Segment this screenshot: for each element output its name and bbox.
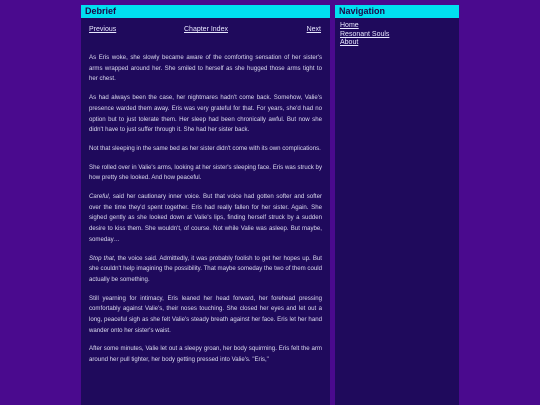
paragraph-text: She rolled over in Valie's arms, looking at her sister's sleeping face. Eris was struck by how pretty she looked. And how peaceful. [89,163,322,182]
sidebar-header-title: Navigation [335,5,459,18]
paragraph-emphasis: Careful, [89,193,111,201]
chapter-index-link[interactable]: Chapter Index [184,26,228,33]
sidebar-panel [335,5,459,405]
paragraph-text: the voice said. Admittedly, it was probably foolish to get her hopes up. But she couldn't help imagining the possibility. That maybe someday the two of them could actually be something. [89,254,322,283]
paragraph-emphasis: Stop that, [89,254,116,262]
paragraph-5 [89,192,322,246]
paragraph-3 [89,144,322,155]
paragraph-text: As had always been the case, her nightmares hadn't come back. Somehow, Valie's presence warded them away. Eris was very grateful for that. For years, she'd had no option but to just tolerate them. Her sleep had been chronically awful. But now she didn't have to just suffer through it. She had her sister back. [89,94,322,134]
sidebar-links [335,18,459,52]
paragraph-2 [89,93,322,136]
sidebar-link-about[interactable]: About [340,39,359,46]
paragraph-4 [89,163,322,184]
main-header-title: Debrief [81,5,330,18]
sidebar-link-home[interactable]: Home [340,22,359,29]
paragraph-text: Not that sleeping in the same bed as her sister didn't come with its own complications. [89,144,321,152]
next-link[interactable]: Next [306,26,321,33]
paragraph-text: As Eris woke, she slowly became aware of the comforting sensation of her sister's arms wrapped around her. She smiled to herself as she hugged those arms tight to her chest. [89,54,322,83]
paragraph-6 [89,254,322,286]
paragraph-text: Still yearning for intimacy, Eris leaned her head forward, her forehead pressing comfortably against Valie's, their noses touching. She closed her eyes and let out a long, peaceful sigh as she felt Valie's steady breath against her face. Eris let her hand wander onto her sister's waist. [89,294,322,334]
main-panel [81,5,330,405]
previous-link[interactable]: Previous [89,26,117,33]
paragraph-text: After some minutes, Valie let out a sleepy groan, her body squirming. Eris felt the arm around her pull tighter, her body getting pressed into Valie's. "Eris," [89,345,322,364]
paragraph-text: said her cautionary inner voice. But that voice had gotten softer and softer over the time they'd spent together. Eris had really fallen for her sister. Again. She sighed gently as she looked down at Valie's lips, finding herself struck by a sudden desire to kiss them. She wouldn't, of course. Not while Valie was asleep. But maybe, someday… [89,193,322,243]
paragraph-7 [89,294,322,337]
sidebar-link-resonant-souls[interactable]: Resonant Souls [340,30,390,38]
chapter-content [81,53,330,366]
paragraph-1 [89,53,322,85]
paragraph-8 [89,344,322,365]
chapter-nav [81,26,330,38]
